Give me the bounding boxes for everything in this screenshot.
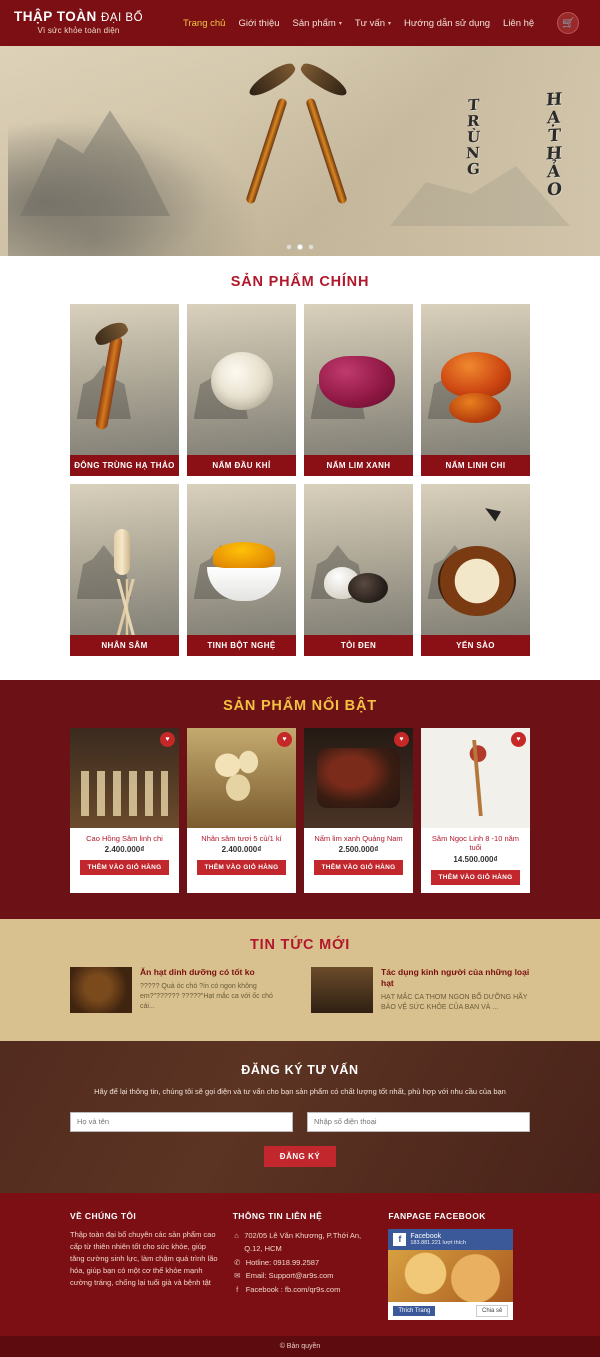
- news-item-excerpt: ????? Quả óc chó ?ín có ngon không em?"?????? ?????"Hạt mắc ca với ốc chó cái...: [140, 982, 273, 1011]
- featured-card-3[interactable]: [304, 728, 413, 893]
- add-to-cart-button[interactable]: THÊM VÀO GIỎ HÀNG: [431, 870, 519, 885]
- nav-item-about[interactable]: [238, 18, 279, 29]
- wishlist-icon[interactable]: ♥: [160, 732, 175, 747]
- mail-icon: ✉: [234, 1271, 241, 1281]
- main-nav: [183, 12, 579, 34]
- birdnest-art: [421, 484, 530, 656]
- product-card-ginseng[interactable]: [70, 484, 179, 656]
- wishlist-icon[interactable]: ♥: [277, 732, 292, 747]
- fb-page-name: Facebook: [410, 1232, 442, 1240]
- featured-card-4[interactable]: [421, 728, 530, 893]
- turmeric-art: [187, 484, 296, 656]
- swallow-icon: [485, 508, 519, 526]
- product-image: [187, 728, 296, 828]
- footer-about-title: VỀ CHÚNG TÔI: [70, 1210, 137, 1221]
- black-garlic-art: [304, 484, 413, 656]
- contact-facebook[interactable]: [233, 1283, 375, 1297]
- site-footer: [0, 1193, 600, 1357]
- nav-label: Trang chủ: [183, 17, 226, 29]
- product-image: [70, 728, 179, 828]
- contact-email[interactable]: [233, 1269, 375, 1283]
- news-section: [0, 919, 600, 1041]
- site-logo[interactable]: [14, 10, 143, 36]
- copyright: © Bản quyền: [0, 1336, 600, 1357]
- nav-item-usage-guide[interactable]: [404, 18, 490, 29]
- consult-title: ĐĂNG KÝ TƯ VẤN: [241, 1063, 359, 1078]
- footer-about-text: Thập toàn đại bổ chuyên các sản phẩm cao cấp từ thiên nhiên tốt cho sức khỏe, giúp tăng cường sinh lực, làm chậm quá trình lão hóa, giúp bạn có một cơ thể khỏe mạnh cường tráng, chống lại tuổi già và bệnh tật: [70, 1229, 218, 1287]
- cart-icon[interactable]: 🛒: [557, 12, 579, 34]
- nav-label: Liên hệ: [503, 17, 535, 29]
- slider-dot-1[interactable]: [286, 244, 292, 250]
- news-list: [0, 967, 600, 1013]
- lingzhi-art: [421, 304, 530, 476]
- cordyceps-art: [70, 304, 179, 476]
- product-image: [421, 728, 530, 828]
- slider-dot-2[interactable]: [297, 244, 303, 250]
- phone-input[interactable]: [307, 1112, 530, 1132]
- contact-text: Facebook : fb.com/qr9s.com: [245, 1284, 341, 1294]
- add-to-cart-button[interactable]: THÊM VÀO GIỎ HÀNG: [314, 860, 402, 875]
- footer-fanpage: [388, 1211, 530, 1320]
- add-to-cart-button[interactable]: THÊM VÀO GIỎ HÀNG: [197, 860, 285, 875]
- logo-text-bold: THẬP TOÀN: [14, 9, 97, 25]
- news-item-title: Tác dụng kinh người của những loại hạt: [381, 966, 530, 988]
- consult-form: [0, 1112, 600, 1132]
- main-products-title: SẢN PHẨM CHÍNH: [230, 274, 370, 290]
- facebook-icon: f: [393, 1233, 406, 1246]
- product-name: Nấm lim xanh Quảng Nam: [314, 834, 403, 843]
- nav-label: Tư vấn: [354, 17, 385, 29]
- hero-slider[interactable]: [0, 46, 600, 256]
- news-item[interactable]: [70, 967, 289, 1013]
- facebook-page-widget[interactable]: [388, 1229, 513, 1320]
- news-item-excerpt: HẠT MẮC CA THƠM NGON BỔ DƯỠNG HÃY BẢO VỆ SỨC KHỎE CỦA BẠN VÀ ...: [381, 993, 528, 1011]
- ginseng-art: [70, 484, 179, 656]
- calligraphy-left: T R Ù N G: [465, 95, 481, 179]
- fb-like-count: 183.881.221 lượt thích: [410, 1239, 466, 1246]
- wishlist-icon[interactable]: ♥: [394, 732, 409, 747]
- product-name: Nhân sâm tươi 5 củ/1 kí: [201, 834, 282, 843]
- product-card-lim-mushroom[interactable]: [304, 304, 413, 476]
- nav-item-products[interactable]: [293, 18, 342, 29]
- news-thumbnail: [311, 967, 373, 1013]
- nav-label: Sản phẩm: [292, 17, 336, 29]
- nav-label: Hướng dẫn sử dụng: [404, 17, 491, 29]
- logo-text-thin: ĐẠI BỔ: [101, 12, 144, 25]
- product-label: ĐÔNG TRÙNG HẠ THẢO: [70, 455, 179, 476]
- nav-label: Giới thiệu: [238, 17, 280, 29]
- footer-about: [70, 1211, 219, 1320]
- nav-item-contact[interactable]: [503, 18, 534, 29]
- chevron-down-icon: ▾: [338, 20, 342, 27]
- product-label: YẾN SÀO: [421, 635, 530, 656]
- fb-like-button[interactable]: Thích Trang: [393, 1306, 435, 1316]
- product-label: NẤM LINH CHI: [421, 455, 530, 476]
- product-label: NHÂN SÂM: [70, 635, 179, 656]
- news-item-title: Ăn hạt dinh dưỡng có tốt ko: [140, 966, 255, 977]
- main-products-section: [0, 304, 600, 680]
- mountain-peak-2: [390, 146, 570, 226]
- phone-icon: ✆: [234, 1257, 241, 1267]
- contact-text: 702/05 Lê Văn Khương, P.Thới An, Q.12, HCM: [244, 1230, 362, 1254]
- nav-item-home[interactable]: [183, 18, 225, 29]
- wishlist-icon[interactable]: ♥: [511, 732, 526, 747]
- product-label: TỎI ĐEN: [304, 635, 413, 656]
- slider-dots[interactable]: [286, 244, 314, 250]
- featured-section: [0, 680, 600, 919]
- product-card-hericium[interactable]: [187, 304, 296, 476]
- fb-cover-image: [388, 1250, 513, 1302]
- cordyceps-art: [252, 66, 382, 216]
- featured-grid: [70, 728, 530, 893]
- product-price: 2.400.000₫: [221, 845, 262, 855]
- contact-address: [233, 1229, 375, 1256]
- featured-title: SẢN PHẨM NỔI BẬT: [223, 698, 377, 714]
- news-thumbnail: [70, 967, 132, 1013]
- contact-text: Hotline: 0918.99.2587: [245, 1257, 320, 1267]
- logo-tagline: Vì sức khỏe toàn diện: [37, 26, 120, 36]
- product-label: NẤM LIM XANH: [304, 455, 413, 476]
- register-button[interactable]: ĐĂNG KÝ: [264, 1146, 336, 1167]
- product-card-cordyceps[interactable]: [70, 304, 179, 476]
- product-card-lingzhi[interactable]: [421, 304, 530, 476]
- nav-item-consult[interactable]: [355, 18, 391, 29]
- contact-text: Email: Support@ar9s.com: [245, 1271, 334, 1281]
- footer-fanpage-title: FANPAGE FACEBOOK: [388, 1210, 486, 1221]
- product-image: [304, 728, 413, 828]
- main-products-grid: [70, 304, 530, 656]
- product-name: Cao Hồng Sâm linh chi: [86, 834, 163, 843]
- product-label: NẤM ĐẦU KHỈ: [187, 455, 296, 476]
- product-card-black-garlic[interactable]: [304, 484, 413, 656]
- add-to-cart-button[interactable]: THÊM VÀO GIỎ HÀNG: [80, 860, 168, 875]
- product-price: 2.400.000₫: [104, 845, 145, 855]
- hericium-art: [187, 304, 296, 476]
- site-header: [0, 0, 600, 46]
- footer-contact: [233, 1211, 375, 1320]
- product-card-turmeric[interactable]: [187, 484, 296, 656]
- news-title: TIN TỨC MỚI: [249, 936, 351, 953]
- featured-card-1[interactable]: [70, 728, 179, 893]
- product-price: 2.500.000₫: [338, 845, 379, 855]
- product-name: Sâm Ngọc Linh 8 -10 năm tuổi: [431, 834, 520, 853]
- chevron-down-icon: ▾: [387, 20, 391, 27]
- lim-mushroom-art: [304, 304, 413, 476]
- product-label: TINH BỘT NGHỆ: [187, 635, 296, 656]
- slider-dot-3[interactable]: [308, 244, 314, 250]
- featured-card-2[interactable]: [187, 728, 296, 893]
- name-input[interactable]: [70, 1112, 293, 1132]
- calligraphy-right: H Ạ T H Ả O: [545, 89, 563, 201]
- location-icon: ⌂: [234, 1230, 239, 1240]
- fb-share-button[interactable]: Chia sẻ: [476, 1305, 508, 1317]
- facebook-icon: f: [236, 1284, 239, 1294]
- product-card-birdnest[interactable]: [421, 484, 530, 656]
- consult-description: Hãy để lại thông tin, chúng tôi sẽ gọi điện và tư vấn cho bạn sản phẩm có chất lượng tốt nhất, phù hợp với nhu cầu của bạn: [94, 1087, 506, 1097]
- contact-hotline[interactable]: [233, 1256, 375, 1270]
- footer-contact-title: THÔNG TIN LIÊN HỆ: [232, 1210, 323, 1221]
- consult-section: [0, 1041, 600, 1193]
- news-item[interactable]: [311, 967, 530, 1013]
- product-price: 14.500.000₫: [453, 854, 498, 864]
